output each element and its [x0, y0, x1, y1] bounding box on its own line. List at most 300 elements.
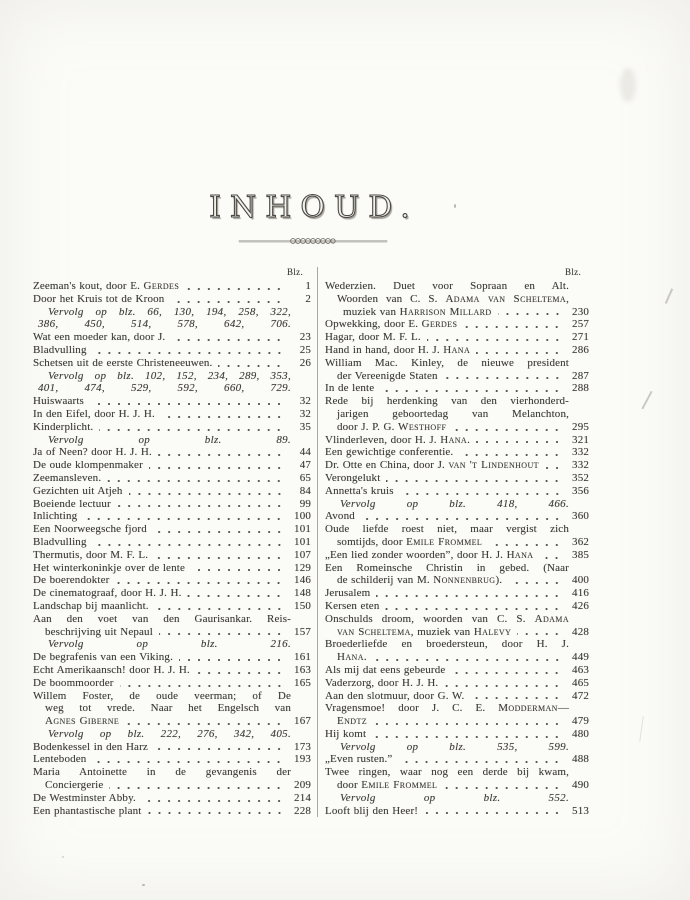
toc-continuation-line [325, 498, 589, 511]
small-caps-name: Adama [534, 612, 569, 625]
toc-entry-line [33, 408, 311, 421]
toc-entry-line [33, 587, 311, 600]
toc-entry-line [325, 702, 589, 715]
dot-leader [107, 474, 284, 483]
dot-leader [115, 576, 284, 585]
page-number: 107 [294, 548, 311, 561]
toc-entry-line [33, 766, 311, 779]
entry-text: Gezichten uit Atjeh [33, 484, 123, 497]
page-number: 271 [572, 331, 589, 344]
entry-text: Vervolg op blz. 89. [48, 433, 291, 446]
small-caps-name: Westhoff [398, 420, 447, 433]
dot-leader [170, 295, 284, 304]
toc-entry-line [33, 459, 311, 472]
entry-text: door Emile Frommel [337, 779, 438, 792]
page-number: 479 [572, 715, 589, 728]
entry-text: Annetta's kruis [325, 484, 394, 497]
entry-text: „Even rusten.” [325, 753, 393, 766]
toc-column-right [325, 267, 589, 817]
page-number: 148 [294, 587, 311, 600]
entry-text: Boeiende lectuur [33, 497, 111, 510]
scan-smudge [620, 68, 636, 102]
entry-text: Hand in hand, door H. J. Hana [325, 343, 471, 356]
toc-entry-line [325, 549, 589, 562]
dot-leader [498, 307, 562, 316]
entry-text: Aan den voet van den Gaurisankar. Reis- [33, 612, 291, 625]
page-number: 101 [294, 535, 311, 548]
entry-text: Vervolg op blz. 222, 276, 342, 405. [48, 727, 291, 740]
dot-leader [125, 717, 284, 726]
page-number: 101 [294, 523, 311, 536]
toc-entry-line [325, 638, 589, 651]
dot-leader [545, 461, 562, 470]
toc-entry-line [325, 306, 589, 319]
toc-entry-line [33, 331, 311, 344]
entry-text: Vervolg op blz. 216. [48, 638, 291, 651]
page-number: 47 [299, 459, 311, 472]
toc-entry-line [33, 293, 311, 306]
entry-text: muziek van Harrison Millard [343, 305, 492, 318]
dot-leader [148, 806, 284, 815]
dot-leader [99, 423, 284, 432]
toc-continuation-line [33, 434, 311, 447]
toc-entry-line [325, 715, 589, 728]
dot-leader [218, 359, 284, 368]
entry-text [325, 715, 367, 728]
scan-speck [62, 856, 64, 858]
dot-leader [463, 320, 562, 329]
dot-leader [109, 781, 284, 790]
page-number: 146 [294, 574, 311, 587]
entry-text: In den Eifel, door H. J. H. [33, 407, 155, 420]
toc-continuation-line [325, 792, 589, 805]
entry-text: Vragensmoe! door J. C. E. Modderman— [325, 702, 569, 715]
toc-entry-line [33, 779, 311, 792]
scan-pencil-mark [641, 391, 652, 409]
dot-leader [185, 282, 284, 291]
small-caps-name: Agnes Giberne [45, 715, 120, 728]
small-caps-name: Nonnenbrug [433, 574, 496, 587]
entry-text: Vlinderleven, door H. J. Hana. [325, 433, 471, 446]
page-number: 163 [294, 663, 311, 676]
dot-leader [488, 538, 562, 547]
page-number: 287 [572, 369, 589, 382]
page-number: 490 [572, 779, 589, 792]
toc-entry-line [325, 690, 589, 703]
entry-text: Een gewichtige conferentie. [325, 446, 454, 459]
entry-text: 401, 474, 529, 592, 660, 729. [38, 382, 291, 395]
page-number: 193 [294, 753, 311, 766]
toc-entry-line [33, 421, 311, 434]
toc-entry-line [325, 805, 589, 818]
page-number: 332 [572, 446, 589, 459]
entry-text: Rede bij herdenking van den vierhonderd- [325, 395, 569, 408]
toc-entry-line [325, 293, 589, 306]
entry-text: Door het Kruis tot de Kroon [33, 292, 165, 305]
toc-continuation-line [33, 638, 311, 651]
page-number: 99 [299, 497, 311, 510]
dot-leader [373, 653, 562, 662]
small-caps-name: van 't Lindenhout [448, 459, 539, 472]
page-number: 356 [572, 484, 589, 497]
toc-entry-line [33, 805, 311, 818]
toc-entry-line [325, 472, 589, 485]
toc-entry-line [33, 677, 311, 690]
page-number: 23 [299, 331, 311, 344]
toc-entry-line [325, 677, 589, 690]
toc-entry-line [325, 613, 589, 626]
dot-leader [142, 794, 284, 803]
small-caps-name: Gerdes [421, 318, 458, 331]
entry-text: Inlichting [33, 510, 78, 523]
entry-text: De cinematograaf, door H. J. H. [33, 587, 182, 600]
entry-text: Wederzien. Duet voor Sopraan en Alt. [325, 280, 569, 292]
entry-text: De oude klompenmaker [33, 459, 143, 472]
toc-entry-line [33, 549, 311, 562]
toc-entry-line [325, 446, 589, 459]
dot-leader [372, 730, 562, 739]
entry-text: Avond [325, 510, 355, 523]
page-number: 295 [572, 420, 589, 433]
entry-text: de schilderij van M. Nonnenbrug). [337, 574, 503, 587]
page-number: 472 [572, 689, 589, 702]
page-number: 173 [294, 740, 311, 753]
dot-leader [153, 525, 284, 534]
toc-entry-line [325, 434, 589, 447]
entry-text: Bladvulling [33, 343, 87, 356]
page-number: 25 [299, 343, 311, 356]
page-number: 360 [572, 510, 589, 523]
dot-leader [373, 717, 562, 726]
page-number: 209 [294, 779, 311, 792]
dot-leader [159, 627, 284, 636]
entry-text: Verongelukt [325, 471, 381, 484]
page-column-header: Blz. [287, 267, 303, 277]
dot-leader [517, 627, 562, 636]
entry-text: Kinderplicht. [33, 420, 94, 433]
entry-text: De begrafenis van een Viking. [33, 651, 173, 664]
entry-text: van Scheltema, muziek van Halevy [337, 625, 512, 638]
entry-text: Zeeman's kout, door E. Gerdes [33, 280, 180, 292]
entry-text: In de lente [325, 382, 375, 395]
toc-entry-line [33, 523, 311, 536]
scan-speck [454, 204, 456, 208]
page-number: 32 [299, 395, 311, 408]
toc-entry-line [33, 702, 311, 715]
toc-entry-line [325, 664, 589, 677]
entry-text: door J. P. G. Westhoff [337, 420, 447, 433]
scan-pencil-mark [665, 288, 673, 303]
entry-text: Een phantastische plant [33, 804, 142, 817]
page-number: 416 [572, 587, 589, 600]
dot-leader [508, 576, 562, 585]
toc-column-left [33, 267, 311, 817]
page-number: 352 [572, 471, 589, 484]
dot-leader [154, 742, 284, 751]
toc-entry-line [33, 446, 311, 459]
entry-text: Dr. Otte en China, door J. van 't Lindenhout [325, 459, 539, 472]
small-caps-name: Adama van Scheltema [445, 292, 567, 305]
toc-entry-line [325, 370, 589, 383]
scan-pencil-mark [639, 716, 644, 742]
entry-text: Bladvulling [33, 535, 87, 548]
toc-entry-line [325, 395, 589, 408]
page-number: 65 [299, 471, 311, 484]
scan-speck [142, 884, 145, 886]
page-number: 100 [294, 510, 311, 523]
page-number: 44 [299, 446, 311, 459]
entry-text: somtijds, door Emile Frommel [337, 535, 483, 548]
dot-leader [361, 512, 562, 521]
entry-text: Twee ringen, waar nog een derde bij kwam, [325, 766, 569, 779]
toc-entry-line [33, 613, 311, 626]
page-number: 449 [572, 651, 589, 664]
toc-entry-line [325, 331, 589, 344]
dot-leader [452, 423, 562, 432]
toc-entry-line [325, 318, 589, 331]
page-number: 286 [572, 343, 589, 356]
entry-text: Landschap bij maanlicht. [33, 599, 149, 612]
entry-text: De boommoorder [33, 676, 114, 689]
page-number: 161 [294, 651, 311, 664]
dot-leader [171, 333, 284, 342]
dot-leader [155, 602, 284, 611]
toc-entry-line [33, 536, 311, 549]
entry-text: Vervolg op blz. 535, 599. [340, 740, 569, 753]
entry-text: Jerusalem [325, 587, 371, 600]
entry-text: Zeemansleven. [33, 471, 102, 484]
dot-leader [92, 755, 284, 764]
entry-text: Echt Amerikaansch! door H. J. H. [33, 663, 190, 676]
entry-text: Bodenkessel in den Harz [33, 740, 148, 753]
entry-text: Maria Antoinette in de gevangenis der [33, 766, 291, 779]
dot-leader [120, 679, 284, 688]
toc-entry-line [325, 280, 589, 293]
toc-entry-line [33, 715, 311, 728]
toc-columns [33, 267, 590, 817]
toc-continuation-line [33, 306, 311, 319]
toc-entry-line [33, 600, 311, 613]
toc-entry-line [325, 357, 589, 370]
toc-list-left [33, 280, 311, 817]
dot-leader [161, 410, 284, 419]
entry-text: Hana. [337, 651, 367, 664]
entry-text: Hagar, door M. F. L. [325, 331, 421, 344]
entry-text: 386, 450, 514, 578, 642, 706. [38, 318, 291, 331]
entry-text: weg tot vrede. Naar het Engelsch van [45, 702, 291, 715]
page-number: 321 [572, 433, 589, 446]
small-caps-name: Harrison Millard [399, 305, 492, 318]
toc-entry-line [325, 766, 589, 779]
entry-text: Kersen eten [325, 599, 380, 612]
entry-text: Lenteboden [33, 753, 87, 766]
entry-text: De boerendokter [33, 574, 110, 587]
page-number: 480 [572, 727, 589, 740]
toc-entry-line [33, 510, 311, 523]
toc-entry-line [325, 574, 589, 587]
dot-leader [444, 679, 562, 688]
page-title: INHOUD. [209, 190, 419, 225]
page-number: 167 [294, 715, 311, 728]
dot-leader [93, 346, 284, 355]
entry-text: Oude liefde roest niet, maar vergist zich [325, 523, 569, 536]
page-number: 332 [572, 459, 589, 472]
dot-leader [158, 448, 284, 457]
dot-leader [539, 551, 562, 560]
toc-entry-line [325, 587, 589, 600]
dot-leader [459, 448, 562, 457]
entry-text: Schetsen uit de eerste Christeneeuwen. [33, 356, 213, 369]
toc-entry-line [325, 562, 589, 575]
page-column-header: Blz. [565, 267, 581, 277]
entry-text: Als mij dat eens gebeurde [325, 663, 446, 676]
page-number: 288 [572, 382, 589, 395]
page-number: 257 [572, 318, 589, 331]
entry-text: Wat een moeder kan, door J. [33, 331, 166, 344]
dot-leader [90, 397, 284, 406]
page-number: 228 [294, 804, 311, 817]
dot-leader [398, 755, 562, 764]
entry-text: Willem Foster, de oude veerman; of De [33, 689, 291, 702]
dot-leader [154, 551, 284, 560]
page-number: 426 [572, 599, 589, 612]
page-number: 2 [305, 292, 311, 305]
page-number: 428 [572, 625, 589, 638]
toc-entry-line [325, 459, 589, 472]
entry-text: Vervolg op blz. 102, 152, 234, 289, 353, [48, 369, 291, 382]
page-number: 362 [572, 535, 589, 548]
entry-text: William Mac. Kinley, de nieuwe president [325, 356, 569, 369]
entry-text: Broederliefde en broedersteun, door H. J. [325, 638, 569, 651]
page-number: 463 [572, 663, 589, 676]
toc-entry-line [33, 498, 311, 511]
page-number: 214 [294, 791, 311, 804]
entry-text: der Vereenigde Staten [337, 369, 438, 382]
toc-entry-line [325, 421, 589, 434]
small-caps-name: Emile Frommel [361, 779, 438, 792]
page-number: 165 [294, 676, 311, 689]
dot-leader [386, 474, 562, 483]
page-number: 84 [299, 484, 311, 497]
dot-leader [400, 487, 562, 496]
toc-entry-line [325, 651, 589, 664]
page-number: 150 [294, 599, 311, 612]
page-number: 157 [294, 625, 311, 638]
dot-leader [376, 589, 562, 598]
toc-continuation-line [33, 318, 311, 331]
toc-entry-line [325, 485, 589, 498]
toc-continuation-line [33, 382, 311, 395]
page-number: 400 [572, 574, 589, 587]
toc-continuation-line [325, 741, 589, 754]
toc-entry-line [33, 651, 311, 664]
dot-leader [424, 806, 562, 815]
entry-text: Onschulds droom, woorden van C. S. Adama [325, 612, 569, 625]
page-number: 385 [572, 548, 589, 561]
dot-leader [443, 781, 562, 790]
entry-text: Vervolg op blz. 552. [340, 791, 569, 804]
dot-leader [83, 512, 284, 521]
small-caps-name: Halevy [473, 625, 512, 638]
toc-entry-line [33, 741, 311, 754]
toc-entry-line [33, 344, 311, 357]
entry-text: Een Romeinsche Christin in gebed. (Naar [325, 561, 569, 574]
entry-text: Het winterkoninkje over de lente [33, 561, 185, 574]
toc-entry-line [33, 280, 311, 293]
entry-text: „Een lied zonder woorden”, door H. J. Hana [325, 548, 534, 561]
entry-text: Looft blij den Heer! [325, 804, 419, 817]
dot-leader [444, 371, 562, 380]
toc-continuation-line [33, 370, 311, 383]
page-number: 465 [572, 676, 589, 689]
toc-entry-line [325, 779, 589, 792]
toc-list-right [325, 280, 589, 817]
dot-leader [179, 653, 284, 662]
toc-entry-line [325, 626, 589, 639]
toc-entry-line [33, 562, 311, 575]
entry-text: Conciergerie [45, 779, 104, 792]
toc-entry-line [33, 485, 311, 498]
page-number: 513 [572, 804, 589, 817]
dot-leader [470, 691, 562, 700]
toc-entry-line [33, 664, 311, 677]
toc-entry-line [325, 536, 589, 549]
entry-text: jarigen geboortedag van Melanchton, [337, 407, 569, 420]
toc-entry-line [33, 753, 311, 766]
entry-text [33, 715, 119, 728]
dot-leader [191, 563, 284, 572]
entry-text: Opwekking, door E. Gerdes [325, 318, 458, 331]
toc-entry-line [33, 395, 311, 408]
ornament-flourish-icon [0, 234, 626, 252]
dot-leader [451, 666, 562, 675]
small-caps-name: Emile Frommel [406, 535, 483, 548]
small-caps-name: van Scheltema [337, 625, 411, 638]
entry-text: Vaderzorg, door H. J. H. [325, 676, 439, 689]
dot-leader [129, 487, 284, 496]
dot-leader [149, 461, 284, 470]
toc-entry-line [325, 753, 589, 766]
dot-leader [476, 435, 562, 444]
toc-entry-line [325, 344, 589, 357]
entry-text: beschrijving uit Nepaul [45, 625, 153, 638]
entry-text: De Westminster Abby. [33, 791, 136, 804]
toc-entry-line [33, 792, 311, 805]
toc-entry-line [33, 574, 311, 587]
entry-text: Aan den slotmuur, door G. W. [325, 689, 465, 702]
toc-entry-line [325, 382, 589, 395]
toc-continuation-line [33, 728, 311, 741]
dot-leader [476, 346, 562, 355]
entry-text: Hij komt [325, 727, 367, 740]
entry-text: Vervolg op blz. 66, 130, 194, 258, 322, [48, 305, 291, 318]
column-divider [317, 267, 318, 817]
dot-leader [380, 384, 562, 393]
page-number: 1 [305, 280, 311, 292]
entry-text: Vervolg op blz. 418, 466. [340, 497, 569, 510]
entry-text: Woorden van C. S. Adama van Scheltema, [337, 292, 569, 305]
toc-entry-line [33, 690, 311, 703]
dot-leader [427, 333, 562, 342]
dot-leader [385, 602, 562, 611]
dot-leader [117, 499, 284, 508]
small-caps-name: Gerdes [143, 280, 180, 292]
toc-entry-line [33, 626, 311, 639]
small-caps-name: Modderman [498, 702, 558, 715]
toc-entry-line [325, 510, 589, 523]
small-caps-name: Endtz [337, 715, 368, 728]
toc-entry-line [325, 728, 589, 741]
